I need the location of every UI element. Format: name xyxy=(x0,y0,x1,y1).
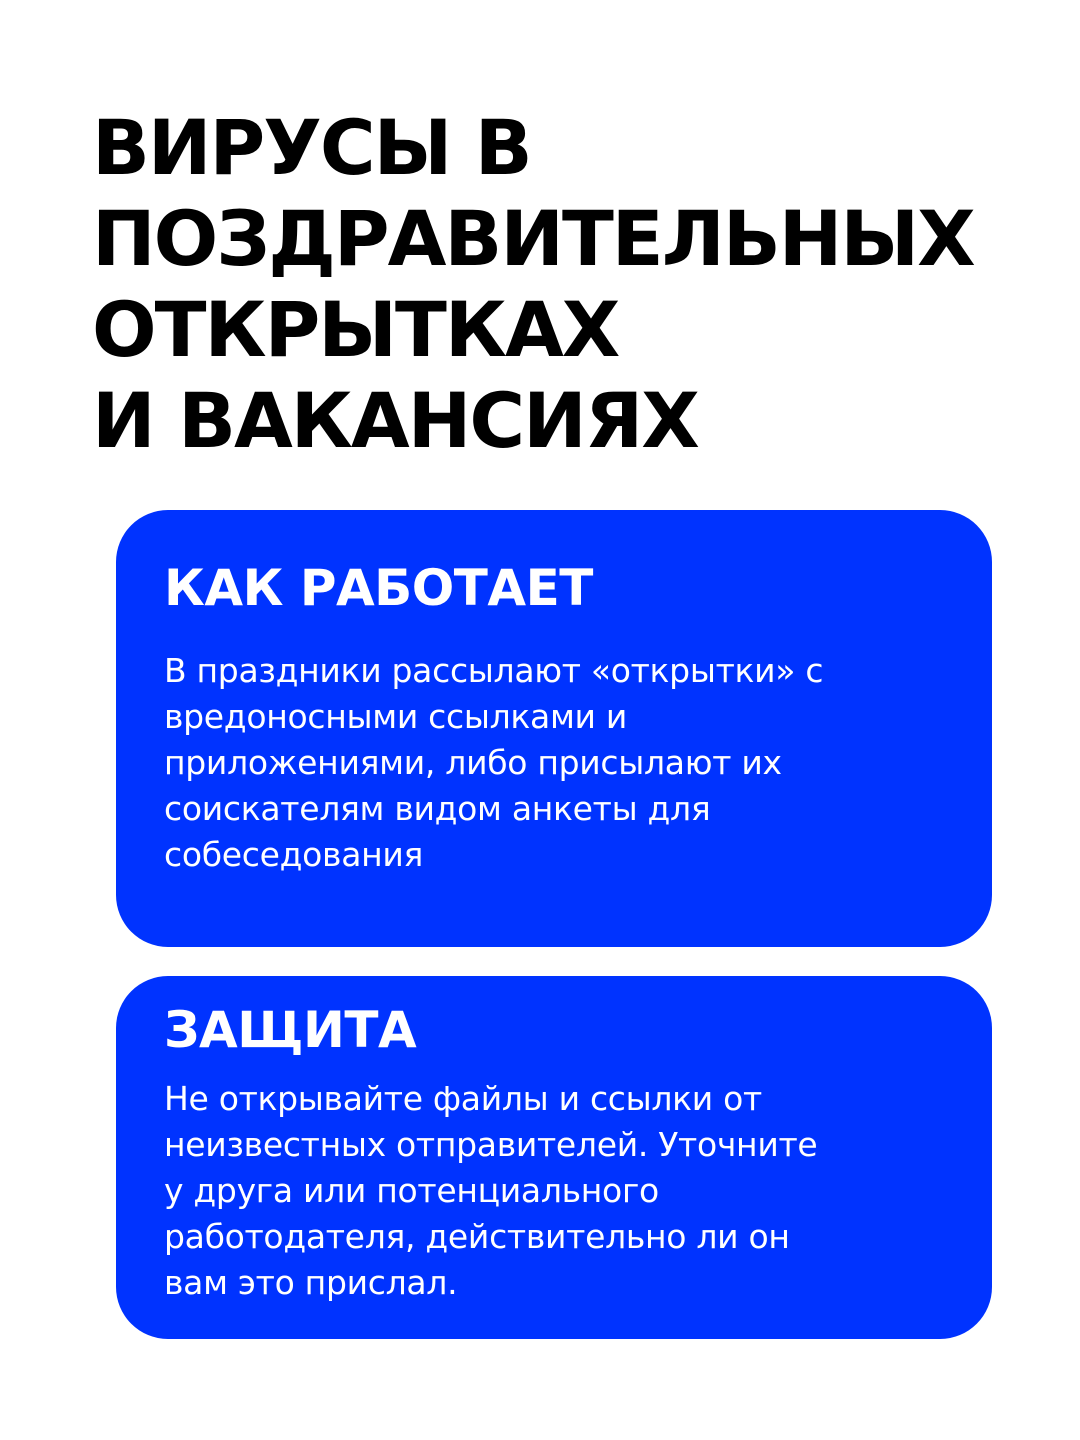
protection-text xyxy=(164,1076,954,1306)
how-it-works-text-line: В праздники рассылают «открытки» с xyxy=(164,651,824,690)
how-it-works-text-line: соискателям видом анкеты для xyxy=(164,789,711,828)
protection-text-line: неизвестных отправителей. Уточните xyxy=(164,1125,818,1164)
how-it-works-text-line: приложениями, либо присылают их xyxy=(164,743,782,782)
page-title-line-3: ОТКРЫТКАХ xyxy=(92,285,619,374)
page-title-line-1: ВИРУСЫ В xyxy=(92,103,531,192)
how-it-works-heading: КАК РАБОТАЕТ xyxy=(164,559,593,617)
protection-text-line: у друга или потенциального xyxy=(164,1171,659,1210)
page-title xyxy=(92,102,1052,466)
protection-card xyxy=(116,976,992,1339)
how-it-works-text-line: вредоносными ссылками и xyxy=(164,697,628,736)
how-it-works-card xyxy=(116,510,992,947)
protection-text-line: вам это прислал. xyxy=(164,1263,458,1302)
page-title-line-2: ПОЗДРАВИТЕЛЬНЫХ xyxy=(92,194,974,283)
protection-text-line: работодателя, действительно ли он xyxy=(164,1217,790,1256)
protection-text-line: Не открывайте файлы и ссылки от xyxy=(164,1079,762,1118)
how-it-works-text xyxy=(164,648,954,878)
how-it-works-text-line: собеседования xyxy=(164,835,424,874)
page-title-line-4: И ВАКАНСИЯХ xyxy=(92,376,698,465)
protection-heading: ЗАЩИТА xyxy=(164,1001,417,1059)
